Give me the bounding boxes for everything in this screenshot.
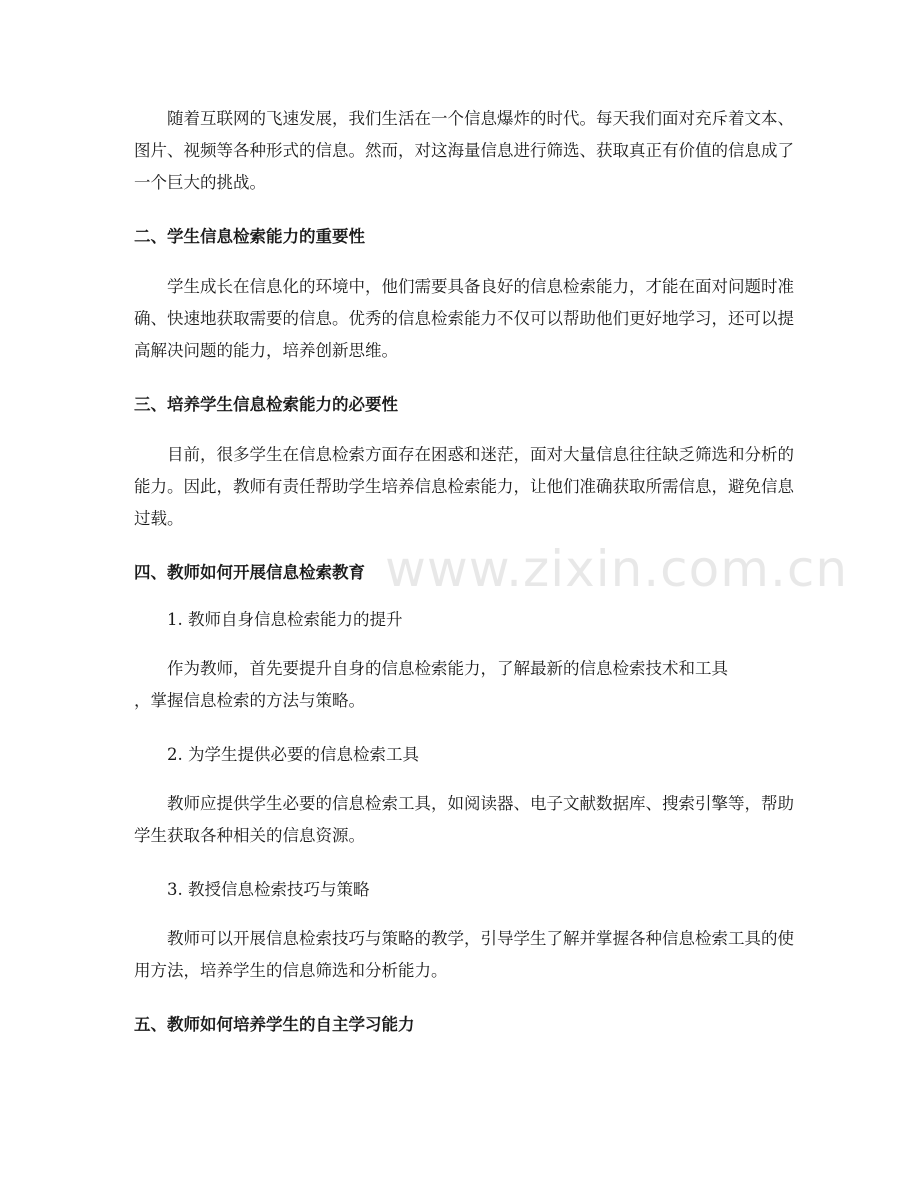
subsection-2-paragraph: 教师应提供学生必要的信息检索工具，如阅读器、电子文献数据库、搜索引擎等，帮助学生获取各种相关的信息资源。 <box>134 794 794 845</box>
section-3-paragraph: 目前，很多学生在信息检索方面存在困惑和迷茫，面对大量信息往往缺乏筛选和分析的能力。因此，教师有责任帮助学生培养信息检索能力，让他们准确获取所需信息，避免信息过载。 <box>134 445 794 528</box>
subsection-heading-3: 3. 教授信息检索技巧与策略 <box>167 880 370 899</box>
section-heading-2: 二、学生信息检索能力的重要性 <box>134 227 365 246</box>
watermark: www.zixin.com.cn <box>385 540 849 598</box>
section-heading-3: 三、培养学生信息检索能力的必要性 <box>134 395 398 414</box>
section-2-paragraph: 学生成长在信息化的环境中，他们需要具备良好的信息检索能力，才能在面对问题时准确、快速地获取需要的信息。优秀的信息检索能力不仅可以帮助他们更好地学习，还可以提高解决问题的能力，培养创新思维。 <box>134 277 794 360</box>
subsection-1-paragraph <box>134 653 794 717</box>
subsection-heading-1: 1. 教师自身信息检索能力的提升 <box>167 610 403 629</box>
intro-paragraph: 随着互联网的飞速发展，我们生活在一个信息爆炸的时代。每天我们面对充斥着文本、图片、视频等各种形式的信息。然而，对这海量信息进行筛选、获取真正有价值的信息成了一个巨大的挑战。 <box>134 109 794 192</box>
subsection-heading-2: 2. 为学生提供必要的信息检索工具 <box>167 745 419 764</box>
subsection-1-line-1: 作为教师，首先要提升自身的信息检索能力，了解最新的信息检索技术和工具 <box>167 659 728 678</box>
section-heading-4: 四、教师如何开展信息检索教育 <box>134 563 365 582</box>
subsection-1-line-2: ，掌握信息检索的方法与策略。 <box>134 691 365 710</box>
subsection-3-paragraph: 教师可以开展信息检索技巧与策略的教学，引导学生了解并掌握各种信息检索工具的使用方法，培养学生的信息筛选和分析能力。 <box>134 929 794 980</box>
section-heading-5: 五、教师如何培养学生的自主学习能力 <box>134 1015 415 1034</box>
